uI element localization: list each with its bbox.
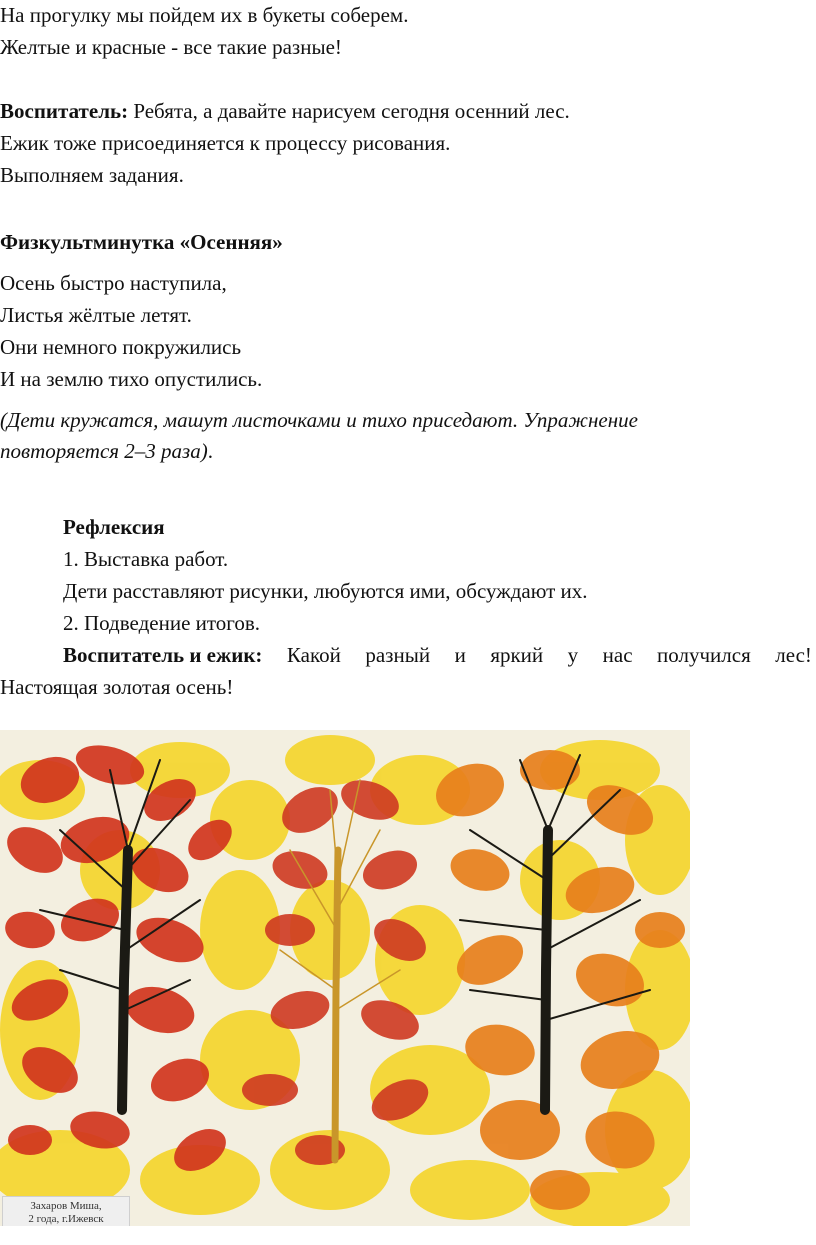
speech-word: у	[567, 643, 579, 667]
teacher-speech: Ребята, а давайте нарисуем сегодня осенний лес.	[128, 99, 570, 123]
reflection-speech-line-2: Настоящая золотая осень!	[0, 675, 234, 699]
reflection-title: Рефлексия	[63, 515, 165, 539]
reflection-speaker: Воспитатель и ежик:	[63, 643, 263, 667]
teacher-paragraph-line-3: Выполняем задания.	[0, 163, 184, 187]
reflection-speech-line-1	[0, 642, 812, 668]
speech-word: нас	[602, 643, 633, 667]
physminute-verse-line-1: Осень быстро наступила,	[0, 271, 227, 295]
teacher-paragraph-line-1	[0, 98, 570, 124]
speech-word: яркий	[490, 643, 544, 667]
painting-canvas	[0, 730, 690, 1226]
autumn-forest-painting	[0, 730, 690, 1226]
physminute-note-line-2	[0, 438, 213, 464]
teacher-paragraph-line-2: Ежик тоже присоединяется к процессу рисования.	[0, 131, 451, 155]
painting-signature	[2, 1196, 130, 1226]
reflection-item-2: 2. Подведение итогов.	[63, 611, 261, 635]
physminute-verse-line-2: Листья жёлтые летят.	[0, 303, 192, 327]
poem-line-2: Желтые и красные - все такие разные!	[0, 35, 342, 59]
speech-word: разный	[365, 643, 431, 667]
speech-word: получился	[657, 643, 751, 667]
signature-details: 2 года, г.Ижевск	[28, 1213, 104, 1225]
physminute-title: Физкультминутка «Осенняя»	[0, 230, 283, 254]
speech-word: и	[454, 643, 466, 667]
physminute-verse-line-3: Они немного покружились	[0, 335, 242, 359]
physminute-verse-line-4: И на землю тихо опустились.	[0, 367, 263, 391]
speaker-label: Воспитатель:	[0, 99, 129, 123]
poem-line-1: На прогулку мы пойдем их в букеты соберем.	[0, 3, 409, 27]
reflection-item-1: 1. Выставка работ.	[63, 547, 229, 571]
speech-word: лес!	[775, 643, 812, 667]
physminute-note-period: .	[207, 439, 213, 463]
physminute-note-text: повторяется 2–3 раза)	[0, 439, 208, 463]
signature-name: Захаров Миша,	[30, 1200, 102, 1212]
physminute-note-line-1: (Дети кружатся, машут листочками и тихо приседают. Упражнение	[0, 408, 638, 432]
reflection-item-1-text: Дети расставляют рисунки, любуются ими, обсуждают их.	[63, 579, 588, 603]
speech-word: Какой	[286, 643, 341, 667]
